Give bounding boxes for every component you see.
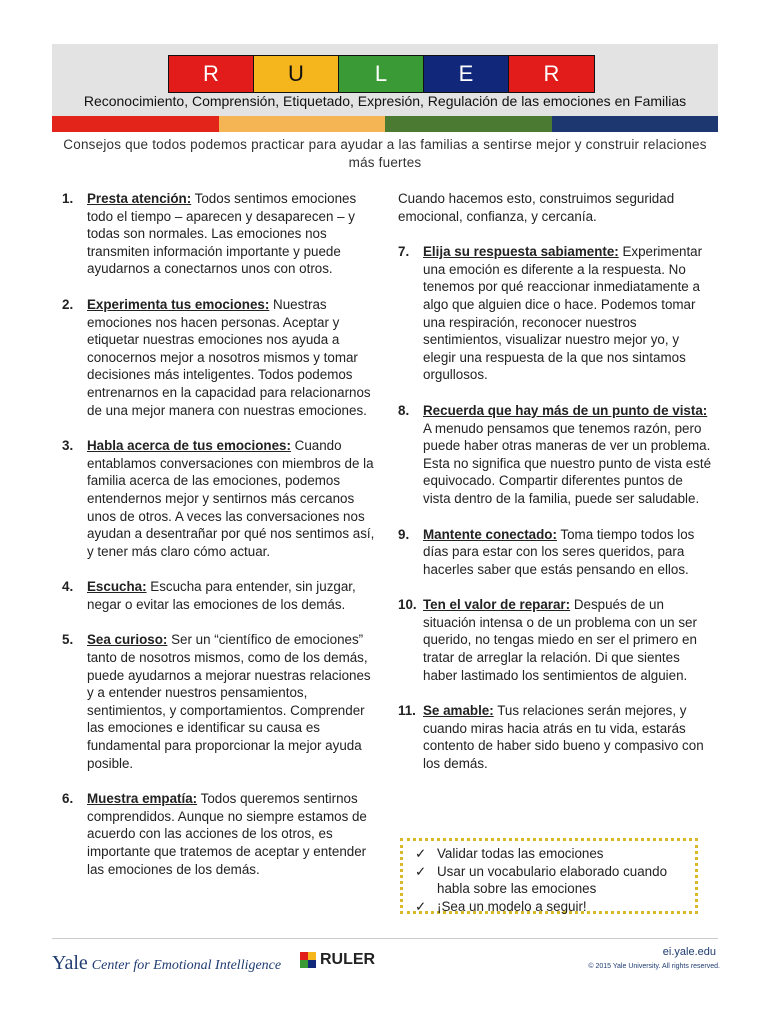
- strip-red: [52, 116, 219, 132]
- tip-text: Todos queremos sentirnos comprendidos. Aunque no siempre estamos de acuerdo con las acciones de los otros, es importante que tratemos de aceptar y entender las emociones de los demás.: [87, 791, 367, 877]
- tip-item: [62, 790, 380, 878]
- tip-text: Experimentar una emoción es diferente a la respuesta. No tenemos por qué reaccionar inmediatamente a algo que alguien dice o hace. Podemos tomar una respiración, reconocer nuestros sentimientos, visualizar nuestro mejor yo, y elegir una respuesta de la que nos sintamos orgullosos.: [423, 244, 703, 383]
- tip-title: Experimenta tus emociones:: [87, 296, 270, 312]
- check-icon: ✓: [415, 846, 427, 861]
- footer-divider: [52, 938, 718, 939]
- yale-logo: [52, 952, 281, 975]
- tip-item: [398, 243, 714, 384]
- tip-text: Nuestras emociones nos hacen personas. Aceptar y etiquetar nuestras emociones nos ayuda a conocernos mejor a nosotros mismos y tomar decisiones más inteligentes. Todos podemos entrenarnos en la capacidad para relacionarnos de una mejor manera con nuestras emociones.: [87, 296, 371, 418]
- ruler-letter-l: L: [339, 56, 424, 92]
- tip-number: 10.: [398, 597, 417, 613]
- tip-text: Toma tiempo todos los días para estar con los seres queridos, para hacerles saber que estás pensando en ellos.: [423, 526, 695, 577]
- strip-blue: [552, 116, 719, 132]
- ruler-logo-text: RULER: [320, 951, 376, 968]
- tip-number: 8.: [398, 402, 410, 418]
- header-subtitle: Reconocimiento, Comprensión, Etiquetado, Expresión, Regulación de las emociones en Familias: [83, 93, 687, 109]
- tip-text: Después de un situación intensa o de un problema con un ser querido, no tengas miedo en ser el primero en tratar de arreglar la relación. Di que sientes haber lastimado los sentimientos de alguien.: [423, 597, 697, 683]
- right-column: [398, 190, 714, 791]
- strip-orange: [219, 116, 386, 132]
- tip-number: 1.: [62, 191, 74, 206]
- tip-item: [398, 596, 714, 684]
- tip-number: 11.: [398, 703, 416, 719]
- tip-title: Recuerda que hay más de un punto de vista:: [423, 402, 708, 418]
- tip-title: Muestra empatía:: [87, 791, 198, 807]
- tip-title: Habla acerca de tus emociones:: [87, 438, 291, 454]
- tip-item: [398, 402, 714, 508]
- checklist-box: [400, 838, 698, 914]
- tip-continuation: Cuando hacemos esto, construimos seguridad emocional, confianza, y cercanía.: [398, 191, 675, 224]
- tip-text: Ser un “científico de emociones” tanto de nosotros mismos, como de los demás, puede ayudarnos a mejorar nuestras relaciones y a entender nuestros pensamientos, sentimientos, y comportamientos. Comprender las emociones e identificar su causa es fundamental para proporcionar la mejor ayuda posible.: [87, 632, 371, 771]
- tip-text: A menudo pensamos que tenemos razón, pero puede haber otras maneras de ver un problema. Esta no significa que nuestro punto de vista esté equivocado. Compartir diferentes puntos de vista dentro de la familia, puede ser saludable.: [423, 420, 712, 506]
- checklist-item: [409, 863, 695, 898]
- checklist-item: [409, 845, 695, 863]
- strip-green: [385, 116, 552, 132]
- ruler-letter-r: R: [169, 56, 254, 92]
- website-link[interactable]: ei.yale.edu: [662, 946, 716, 958]
- color-strip: [52, 116, 718, 132]
- tip-number: 2.: [62, 296, 74, 312]
- ruler-letter-u: U: [254, 56, 339, 92]
- checklist-text: Usar un vocabulario elaborado cuando habla sobre las emociones: [437, 863, 668, 897]
- tip-number: 3.: [62, 438, 74, 454]
- check-icon: ✓: [415, 898, 427, 914]
- ruler-icon-square: [300, 960, 308, 968]
- tip-number: 5.: [62, 632, 74, 648]
- tip-item: [398, 702, 714, 772]
- tip-text: Cuando entablamos conversaciones con miembros de la familia acerca de las emociones, podemos entendernos mejor y sentirnos más cercanos unos de otros. A veces las conversaciones nos ayudan a desentrañar por qué nos sentimos así, y tener más claro cómo actuar.: [87, 438, 375, 559]
- check-icon: ✓: [415, 863, 427, 879]
- checklist-text: Validar todas las emociones: [437, 846, 604, 861]
- ruler-letters: [168, 55, 595, 93]
- tip-text: Escucha para entender, sin juzgar, negar o evitar las emociones de los demás.: [87, 579, 356, 612]
- ruler-letter-e: E: [424, 56, 509, 92]
- tip-number: 4.: [62, 579, 74, 595]
- ruler-letter-r2: R: [509, 56, 594, 92]
- tip-title: Sea curioso:: [87, 632, 168, 648]
- ruler-icon-square: [300, 952, 308, 960]
- tip-item: [62, 296, 380, 419]
- tip-item: [62, 578, 380, 613]
- tip-title: Elija su respuesta sabiamente:: [423, 244, 619, 260]
- checklist-item: [409, 898, 695, 916]
- tagline: Consejos que todos podemos practicar para ayudar a las familias a sentirse mejor y construir relaciones más fuertes: [63, 137, 707, 170]
- tip-title: Escucha:: [87, 579, 147, 595]
- tip-number: 9.: [398, 526, 410, 542]
- yale-center-name: Center for Emotional Intelligence: [91, 958, 282, 973]
- checklist-text: ¡Sea un modelo a seguir!: [437, 898, 587, 914]
- tip-item: [62, 437, 380, 560]
- tip-item: [62, 190, 380, 278]
- ruler-icon-square: [308, 952, 316, 960]
- ruler-logo: [300, 951, 375, 969]
- tip-item: [62, 631, 380, 772]
- left-column: [62, 190, 380, 896]
- tip-title: Presta atención:: [87, 191, 192, 206]
- yale-wordmark: Yale: [52, 952, 88, 974]
- tip-title: Mantente conectado:: [423, 526, 557, 542]
- ruler-logo-icon: [300, 952, 316, 968]
- ruler-icon-square: [308, 960, 316, 968]
- tip-text: Todos sentimos emociones todo el tiempo – aparecen y desaparecen – y todas son normales. Las emociones nos transmiten información importante y puede ayudarnos a conectarnos unos con otros.: [87, 191, 357, 277]
- copyright: © 2015 Yale University. All rights reserved.: [588, 963, 720, 970]
- tip-text: Tus relaciones serán mejores, y cuando miras hacia atrás en tu vida, estarás contento de haber sido bueno y compasivo con los demás.: [423, 703, 704, 772]
- tip-number: 7.: [398, 244, 410, 260]
- tip-title: Ten el valor de reparar:: [423, 597, 571, 613]
- tip-title: Se amable:: [423, 703, 494, 719]
- tip-number: 6.: [62, 791, 74, 807]
- tip-item: [398, 526, 714, 579]
